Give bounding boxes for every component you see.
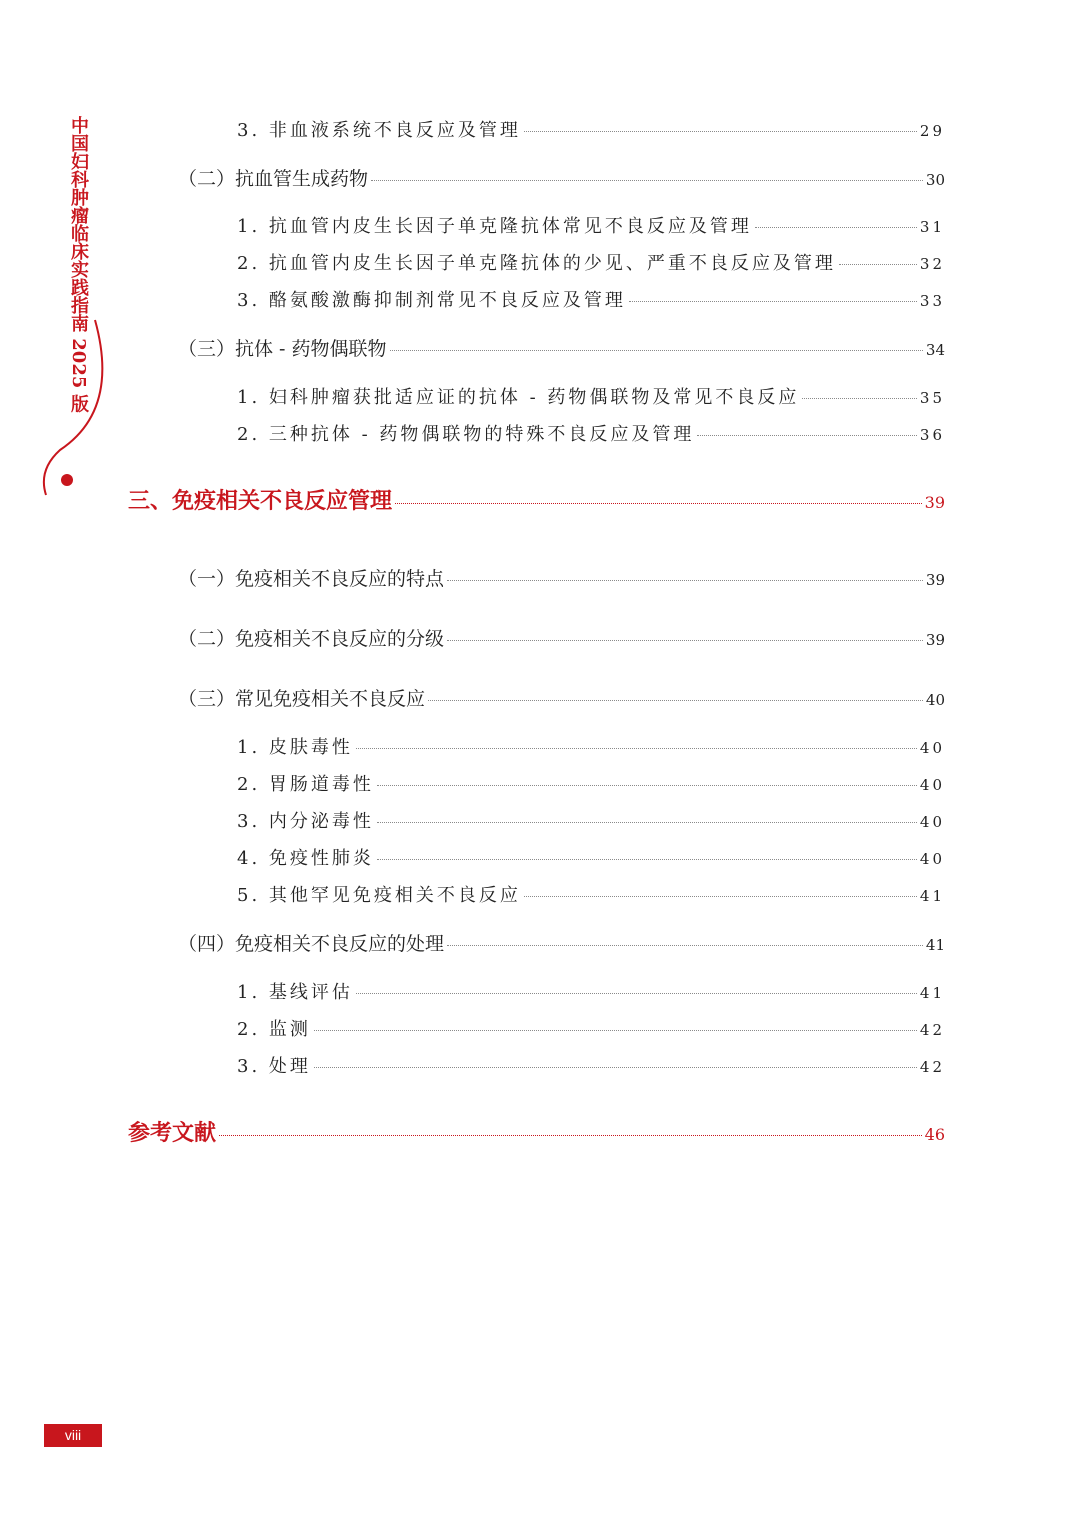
leader-dots (377, 785, 917, 786)
leader-dots (371, 180, 923, 181)
toc-entry-page: 32 (919, 255, 945, 273)
leader-dots (377, 822, 917, 823)
leader-dots (802, 398, 916, 399)
toc-entry-label: 1. 基线评估 (237, 982, 353, 1003)
toc-entry[interactable] (237, 881, 945, 907)
toc-entry-page: 46 (924, 1125, 945, 1144)
leader-dots (524, 131, 917, 132)
toc-entry-label: 三、免疫相关不良反应管理 (128, 489, 393, 514)
toc-entry[interactable] (237, 1015, 945, 1041)
leader-dots (395, 503, 922, 504)
toc-entry-label: 参考文献 (128, 1121, 217, 1146)
toc-entry-page: 31 (919, 218, 945, 236)
toc-entry-label: 1. 妇科肿瘤获批适应证的抗体 - 药物偶联物及常见不良反应 (237, 387, 800, 408)
toc-entry-label: （二）免疫相关不良反应的分级 (178, 628, 445, 650)
toc-entry-label: （二）抗血管生成药物 (178, 168, 369, 190)
toc-entry-label: 4. 免疫性肺炎 (237, 848, 374, 869)
toc-entry-label: （三）常见免疫相关不良反应 (178, 688, 426, 710)
toc-entry-label: 3. 非血液系统不良反应及管理 (237, 120, 521, 141)
toc-entry[interactable] (178, 564, 945, 591)
toc-section-heading[interactable] (128, 1116, 945, 1147)
toc-entry-label: 3. 内分泌毒性 (237, 811, 374, 832)
leader-dots (447, 945, 923, 946)
toc-entry-label: 5. 其他罕见免疫相关不良反应 (237, 885, 521, 906)
toc-entry-label: 1. 抗血管内皮生长因子单克隆抗体常见不良反应及管理 (237, 216, 752, 237)
toc-entry-page: 40 (919, 739, 945, 757)
toc-entry-page: 33 (919, 292, 945, 310)
leader-dots (629, 301, 917, 302)
leader-dots (428, 700, 923, 701)
toc-entry-page: 40 (919, 813, 945, 831)
toc-entry-label: 2. 三种抗体 - 药物偶联物的特殊不良反应及管理 (237, 424, 695, 445)
toc-entry-page: 39 (924, 493, 945, 512)
leader-dots (697, 435, 916, 436)
toc-entry[interactable] (237, 383, 945, 409)
toc-entry-label: 3. 处理 (237, 1056, 311, 1077)
toc-entry-page: 40 (925, 691, 945, 709)
page-number-badge: viii (44, 1424, 102, 1447)
toc-entry-page: 40 (919, 850, 945, 868)
toc-entry-page: 41 (919, 984, 945, 1002)
toc-entry[interactable] (237, 1052, 945, 1078)
toc-entry[interactable] (237, 978, 945, 1004)
toc-entry-page: 36 (919, 426, 945, 444)
leader-dots (356, 993, 917, 994)
leader-dots (356, 748, 917, 749)
toc-entry-label: 2. 监测 (237, 1019, 311, 1040)
leader-dots (755, 227, 917, 228)
toc-entry[interactable] (178, 334, 945, 361)
decorative-curve-icon (30, 300, 110, 500)
leader-dots (314, 1067, 917, 1068)
toc-entry-page: 40 (919, 776, 945, 794)
toc-entry[interactable] (178, 164, 945, 191)
toc-entry[interactable] (237, 733, 945, 759)
toc-entry-page: 39 (925, 631, 945, 649)
leader-dots (219, 1135, 922, 1136)
toc-entry[interactable] (237, 770, 945, 796)
toc-entry-page: 42 (919, 1058, 945, 1076)
toc-entry-label: 2. 胃肠道毒性 (237, 774, 374, 795)
toc-entry-label: （四）免疫相关不良反应的处理 (178, 933, 445, 955)
toc-entry-page: 35 (919, 389, 945, 407)
toc-entry[interactable] (178, 624, 945, 651)
toc-entry[interactable] (237, 116, 945, 142)
toc-entry-page: 41 (925, 936, 945, 954)
toc-entry-label: 2. 抗血管内皮生长因子单克隆抗体的少见、严重不良反应及管理 (237, 253, 836, 274)
toc-entry-page: 42 (919, 1021, 945, 1039)
toc-entry[interactable] (237, 249, 945, 275)
leader-dots (390, 350, 923, 351)
toc-entry[interactable] (237, 844, 945, 870)
toc-entry[interactable] (178, 684, 945, 711)
toc-entry-page: 30 (925, 171, 945, 189)
toc-entry-page: 41 (919, 887, 945, 905)
toc-entry-label: 1. 皮肤毒性 (237, 737, 353, 758)
toc-entry-label: （一）免疫相关不良反应的特点 (178, 568, 445, 590)
toc-entry-label: 3. 酪氨酸激酶抑制剂常见不良反应及管理 (237, 290, 626, 311)
leader-dots (314, 1030, 917, 1031)
toc-section-heading[interactable] (128, 484, 945, 515)
toc-entry[interactable] (178, 929, 945, 956)
leader-dots (377, 859, 917, 860)
side-title: 中国妇科肿瘤临床实践指南 2025 版 (68, 116, 89, 413)
toc-entry-label: （三）抗体 - 药物偶联物 (178, 338, 387, 360)
leader-dots (839, 264, 917, 265)
toc-entry[interactable] (237, 212, 945, 238)
toc-entry[interactable] (237, 420, 945, 446)
toc-entry[interactable] (237, 807, 945, 833)
leader-dots (524, 896, 917, 897)
leader-dots (447, 640, 923, 641)
toc-entry-page: 34 (925, 341, 945, 359)
toc-entry[interactable] (237, 286, 945, 312)
toc-entry-page: 39 (925, 571, 945, 589)
leader-dots (447, 580, 923, 581)
toc-entry-page: 29 (919, 122, 945, 140)
